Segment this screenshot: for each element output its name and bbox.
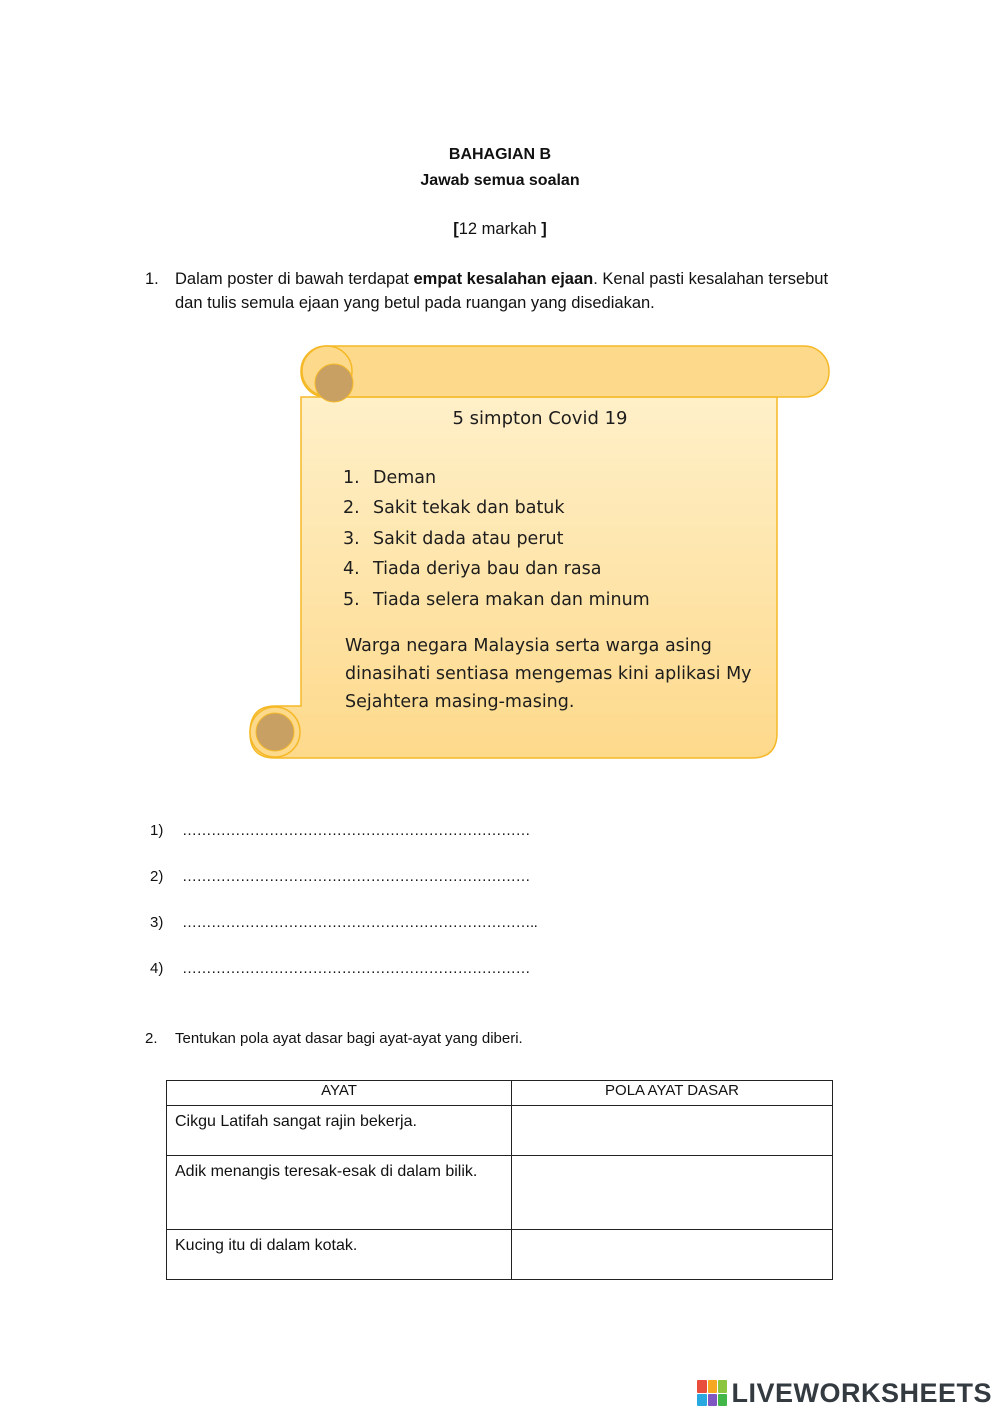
pattern-answer-cell[interactable] — [512, 1230, 833, 1280]
liveworksheets-logo-icon — [697, 1380, 727, 1406]
answer-line-4[interactable] — [150, 960, 530, 977]
table-header-row — [167, 1081, 833, 1106]
brand-name: LIVEWORKSHEETS — [731, 1377, 992, 1408]
symptom-number: 1. — [343, 468, 360, 488]
answer-line-2[interactable] — [150, 868, 530, 885]
table-row — [167, 1106, 833, 1156]
symptom-text: Tiada deriya bau dan rasa — [373, 559, 602, 579]
section-heading: BAHAGIAN B — [448, 146, 552, 163]
symptom-text: Sakit tekak dan batuk — [373, 498, 565, 518]
question-1-text — [175, 267, 835, 315]
sentence-pattern-table — [166, 1080, 833, 1280]
scroll-top-roll — [301, 346, 829, 397]
question-1-text-after: . Kenal pasti kesalahan tersebut dan tulis semula ejaan yang betul pada ruangan yang disediakan. — [175, 270, 829, 312]
poster-title: 5 simpton Covid 19 — [452, 408, 628, 429]
column-header-pola: POLA AYAT DASAR — [512, 1081, 833, 1106]
logo-block — [708, 1380, 717, 1393]
symptom-number: 5. — [343, 590, 360, 610]
logo-block — [708, 1394, 717, 1407]
symptom-number: 4. — [343, 559, 360, 579]
answer-label: 3) — [150, 914, 164, 931]
answer-dots: ……………………………………………………………… — [182, 822, 530, 839]
symptom-item — [343, 559, 763, 579]
pattern-answer-cell[interactable] — [512, 1156, 833, 1230]
answer-line-3[interactable] — [150, 914, 537, 931]
covid-poster — [245, 340, 835, 765]
answer-label: 2) — [150, 868, 164, 885]
answer-dots: ……………………………………………………………… — [182, 960, 530, 977]
question-2-text: Tentukan pola ayat dasar bagi ayat-ayat yang diberi. — [175, 1030, 523, 1047]
marks-text: 12 markah — [458, 220, 537, 238]
poster-note: Warga negara Malaysia serta warga asing dinasihati sentiasa mengemas kini aplikasi My Sejahtera masing-masing. — [345, 636, 752, 712]
table-row — [167, 1230, 833, 1280]
question-1-number: 1. — [145, 270, 159, 288]
answer-label: 4) — [150, 960, 164, 977]
answer-dots: ……………………………………………………………….. — [182, 914, 538, 931]
marks-label — [0, 220, 1000, 239]
symptom-item — [343, 498, 763, 518]
logo-block — [718, 1394, 727, 1407]
symptom-number: 2. — [343, 498, 360, 518]
column-header-ayat: AYAT — [167, 1081, 512, 1106]
scroll-bottom-curl — [256, 713, 294, 751]
liveworksheets-brand[interactable] — [697, 1377, 992, 1409]
symptom-text: Tiada selera makan dan minum — [373, 590, 650, 610]
instruction-heading: Jawab semua soalan — [420, 172, 580, 189]
symptom-item — [343, 468, 763, 488]
symptom-text: Sakit dada atau perut — [373, 529, 564, 549]
question-1 — [145, 267, 845, 317]
symptom-number: 3. — [343, 529, 360, 549]
marks-open-bracket: [ — [453, 220, 459, 238]
question-2-number: 2. — [145, 1030, 158, 1047]
answer-dots: ……………………………………………………………… — [182, 868, 530, 885]
answer-line-1[interactable] — [150, 822, 530, 839]
sentence-cell: Kucing itu di dalam kotak. — [167, 1230, 512, 1280]
question-2 — [145, 1027, 845, 1051]
scroll-top-curl — [315, 364, 353, 402]
symptom-item — [343, 529, 763, 549]
table-row — [167, 1156, 833, 1230]
question-1-text-before: Dalam poster di bawah terdapat — [175, 270, 414, 288]
pattern-answer-cell[interactable] — [512, 1106, 833, 1156]
logo-block — [718, 1380, 727, 1393]
logo-block — [697, 1380, 706, 1393]
answer-label: 1) — [150, 822, 164, 839]
symptom-item — [343, 590, 763, 610]
question-1-text-bold: empat kesalahan ejaan — [413, 270, 594, 288]
sentence-cell: Cikgu Latifah sangat rajin bekerja. — [167, 1106, 512, 1156]
marks-close-bracket: ] — [541, 220, 547, 238]
logo-block — [697, 1394, 706, 1407]
symptom-text: Deman — [373, 468, 437, 488]
sentence-cell: Adik menangis teresak-esak di dalam bilik. — [167, 1156, 512, 1230]
